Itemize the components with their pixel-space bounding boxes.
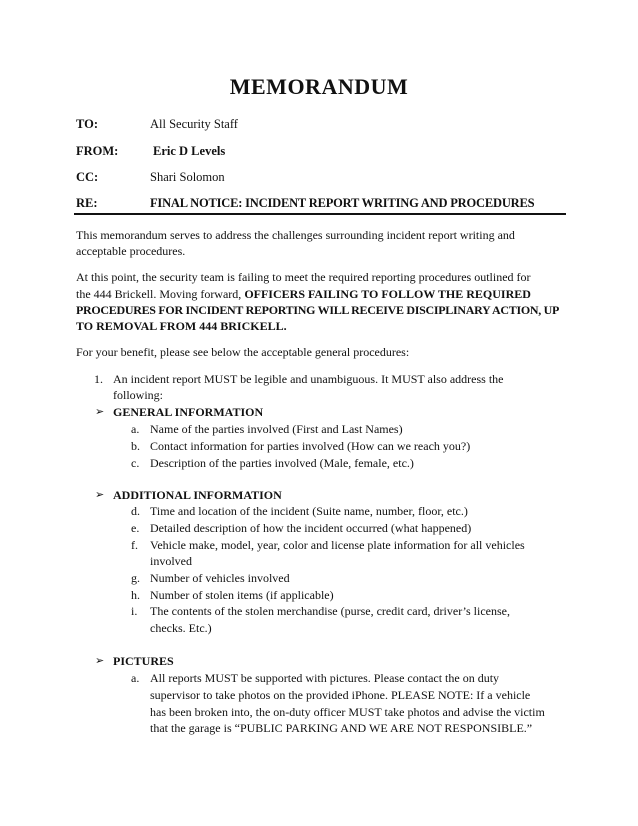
cc-value: Shari Solomon	[150, 170, 225, 184]
warning-text-1: OFFICERS FAILING TO FOLLOW THE REQUIRED	[244, 287, 531, 301]
list-letter: c.	[131, 456, 140, 470]
to-value: All Security Staff	[150, 117, 238, 131]
list-letter: e.	[131, 521, 140, 535]
pictures-line-1: All reports MUST be supported with pictures. Please contact the on duty	[150, 671, 500, 685]
intro-line-1: This memorandum serves to address the challenges surrounding incident report writing and	[76, 228, 515, 242]
item-1-line-1: An incident report MUST be legible and unambiguous. It MUST also address the	[113, 372, 504, 386]
general-section-title: GENERAL INFORMATION	[113, 405, 264, 419]
pictures-line-4: that the garage is “PUBLIC PARKING AND WE ARE NOT RESPONSIBLE.”	[150, 721, 533, 735]
list-letter: f.	[131, 538, 138, 552]
list-item-text: Name of the parties involved (First and Last Names)	[150, 422, 403, 436]
list-letter: g.	[131, 571, 140, 585]
list-letter: b.	[131, 439, 140, 453]
pictures-section-title: PICTURES	[113, 654, 174, 668]
header-divider	[74, 213, 566, 215]
list-item-continuation: checks. Etc.)	[150, 621, 212, 635]
from-label: FROM:	[76, 144, 119, 158]
additional-section-title: ADDITIONAL INFORMATION	[113, 488, 282, 502]
list-item-continuation: involved	[150, 554, 192, 568]
warning-text-3: TO REMOVAL FROM 444 BRICKELL.	[76, 319, 287, 333]
re-label: RE:	[76, 196, 98, 210]
list-item-text: Number of vehicles involved	[150, 571, 290, 585]
procedures-intro: For your benefit, please see below the acceptable general procedures:	[76, 345, 410, 359]
list-item-text: Time and location of the incident (Suite name, number, floor, etc.)	[150, 504, 468, 518]
list-item-text: Number of stolen items (if applicable)	[150, 588, 334, 602]
cc-label: CC:	[76, 170, 99, 184]
item-number-1: 1.	[94, 372, 103, 386]
memo-title: MEMORANDUM	[229, 74, 409, 99]
warning-text-2: PROCEDURES FOR INCIDENT REPORTING WILL RECEIVE DISCIPLINARY ACTION, UP	[76, 303, 560, 317]
list-item-text: Vehicle make, model, year, color and license plate information for all vehicles	[150, 538, 525, 552]
arrow-bullet-icon: ➢	[95, 489, 105, 501]
status-line-2-text: the 444 Brickell. Moving forward,	[76, 287, 245, 301]
arrow-bullet-icon: ➢	[95, 655, 105, 667]
list-item-text: Detailed description of how the incident occurred (what happened)	[150, 521, 472, 535]
list-item-text: Description of the parties involved (Male, female, etc.)	[150, 456, 414, 470]
list-letter: a.	[131, 422, 140, 436]
list-item-text: Contact information for parties involved (How can we reach you?)	[150, 439, 471, 453]
list-letter: h.	[131, 588, 140, 602]
list-item-text: The contents of the stolen merchandise (purse, credit card, driver’s license,	[150, 604, 510, 618]
from-value: Eric D Levels	[153, 144, 226, 158]
pictures-line-3: has been broken into, the on-duty officer MUST take photos and advise the victim	[150, 705, 545, 719]
list-letter: i.	[131, 604, 138, 618]
item-1-line-2: following:	[113, 388, 163, 402]
re-value: FINAL NOTICE: INCIDENT REPORT WRITING AND PROCEDURES	[150, 196, 535, 210]
intro-line-2: acceptable procedures.	[76, 244, 186, 258]
list-letter: d.	[131, 504, 140, 518]
status-line-1: At this point, the security team is failing to meet the required reporting procedures outlined for	[76, 270, 531, 284]
to-label: TO:	[76, 117, 98, 131]
pictures-line-2: supervisor to take photos on the provided iPhone. PLEASE NOTE: If a vehicle	[150, 688, 531, 702]
status-line-2	[76, 286, 531, 302]
arrow-bullet-icon: ➢	[95, 406, 105, 418]
list-letter: a.	[131, 671, 140, 685]
